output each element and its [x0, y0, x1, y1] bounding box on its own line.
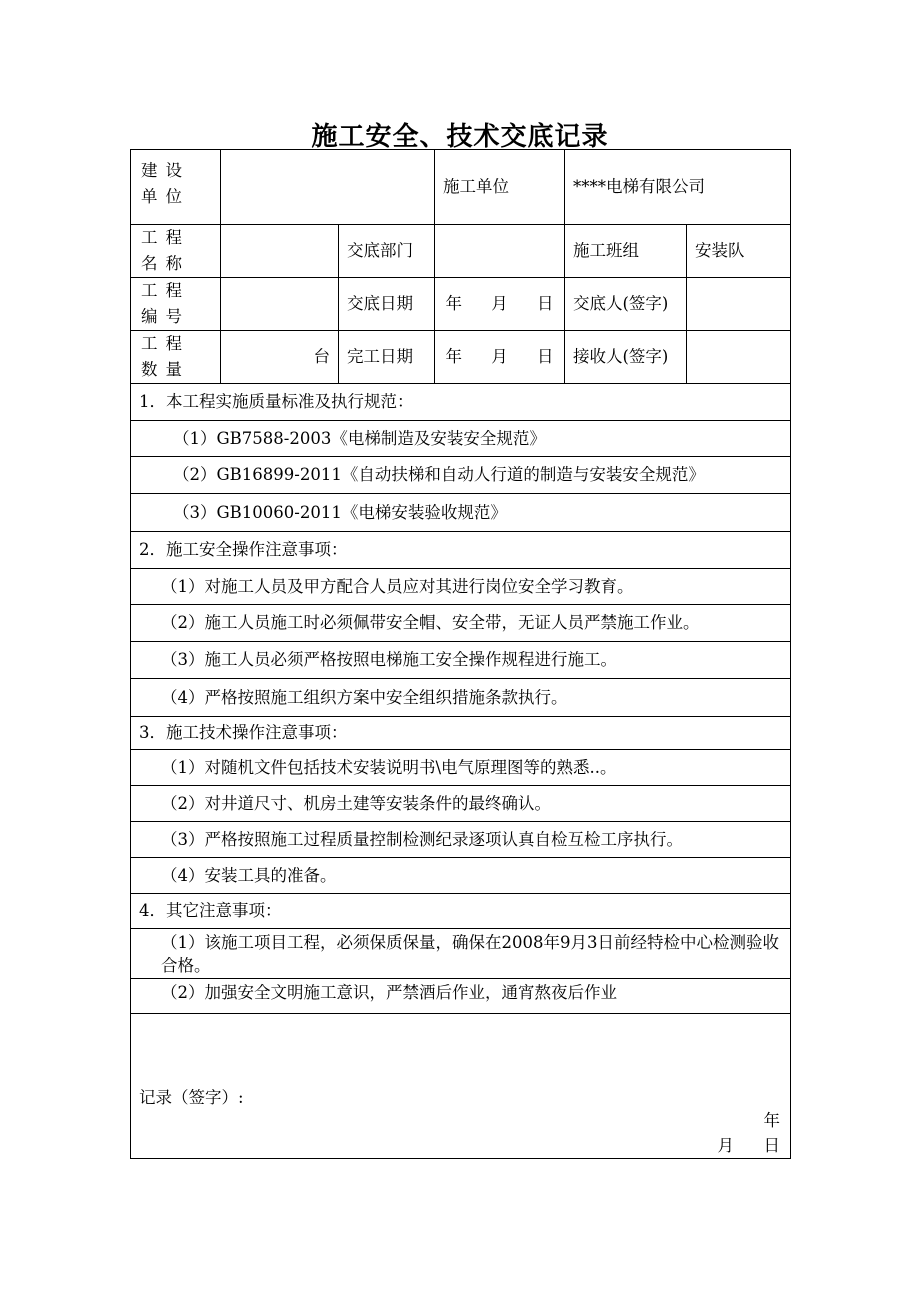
section-1-item: （3）GB10060-2011《电梯安装验收规范》 — [131, 494, 791, 532]
section-4-heading: 4．其它注意事项： — [131, 894, 791, 929]
section-4-item: （2）加强安全文明施工意识，严禁酒后作业，通宵熬夜后作业 — [131, 979, 791, 1014]
footer-month: 月 — [717, 1136, 734, 1155]
footer-year: 年 — [763, 1111, 780, 1130]
project-name-value — [221, 225, 339, 278]
work-team-value: 安装队 — [687, 225, 791, 278]
receiver-signature-value — [687, 331, 791, 384]
section-2-item: （2）施工人员施工时必须佩带安全帽、安全带，无证人员严禁施工作业。 — [131, 605, 791, 642]
record-signature-label: 记录（签字）: — [139, 1088, 244, 1107]
section-4-item: （1）该施工项目工程，必须保质保量，确保在2008年9月3日前经特检中心检测验收合格。 — [131, 929, 791, 979]
record-signature-area — [131, 1014, 791, 1159]
footer-day: 日 — [763, 1136, 780, 1155]
section-3-item: （3）严格按照施工过程质量控制检测纪录逐项认真自检互检工序执行。 — [131, 822, 791, 858]
construction-owner-value — [221, 150, 435, 225]
section-3-item: （2）对井道尺寸、机房土建等安装条件的最终确认。 — [131, 786, 791, 822]
label-project-quantity: 工程数量 — [131, 331, 221, 384]
label-construction-owner: 建设单位 — [131, 150, 221, 225]
section-1-item: （1）GB7588-2003《电梯制造及安装安全规范》 — [131, 421, 791, 457]
section-1-heading: 1．本工程实施质量标准及执行规范： — [131, 384, 791, 421]
label-receiver-signature: 接收人(签字) — [565, 331, 687, 384]
project-code-value — [221, 278, 339, 331]
project-quantity-unit: 台 — [221, 331, 339, 384]
section-2-heading: 2．施工安全操作注意事项： — [131, 532, 791, 569]
briefing-date-value: 年 月 日 — [435, 278, 565, 331]
section-2-item: （3）施工人员必须严格按照电梯施工安全操作规程进行施工。 — [131, 642, 791, 679]
page-title: 施工安全、技术交底记录 — [311, 122, 609, 152]
section-3-item: （4）安装工具的准备。 — [131, 858, 791, 894]
finish-date-value: 年 月 日 — [435, 331, 565, 384]
construction-unit-value: ****电梯有限公司 — [565, 150, 791, 225]
label-project-code: 工程编号 — [131, 278, 221, 331]
label-project-name: 工程名称 — [131, 225, 221, 278]
section-3-heading: 3．施工技术操作注意事项： — [131, 717, 791, 750]
label-briefer-signature: 交底人(签字) — [565, 278, 687, 331]
label-finish-date: 完工日期 — [339, 331, 435, 384]
label-briefing-dept: 交底部门 — [339, 225, 435, 278]
briefing-dept-value — [435, 225, 565, 278]
record-table — [130, 149, 791, 1159]
label-work-team: 施工班组 — [565, 225, 687, 278]
section-1-item: （2）GB16899-2011《自动扶梯和自动人行道的制造与安装安全规范》 — [131, 457, 791, 494]
section-2-item: （4）严格按照施工组织方案中安全组织措施条款执行。 — [131, 679, 791, 717]
label-briefing-date: 交底日期 — [339, 278, 435, 331]
briefer-signature-value — [687, 278, 791, 331]
label-construction-unit: 施工单位 — [435, 150, 565, 225]
section-3-item: （1）对随机文件包括技术安装说明书\电气原理图等的熟悉..。 — [131, 750, 791, 786]
section-2-item: （1）对施工人员及甲方配合人员应对其进行岗位安全学习教育。 — [131, 569, 791, 605]
